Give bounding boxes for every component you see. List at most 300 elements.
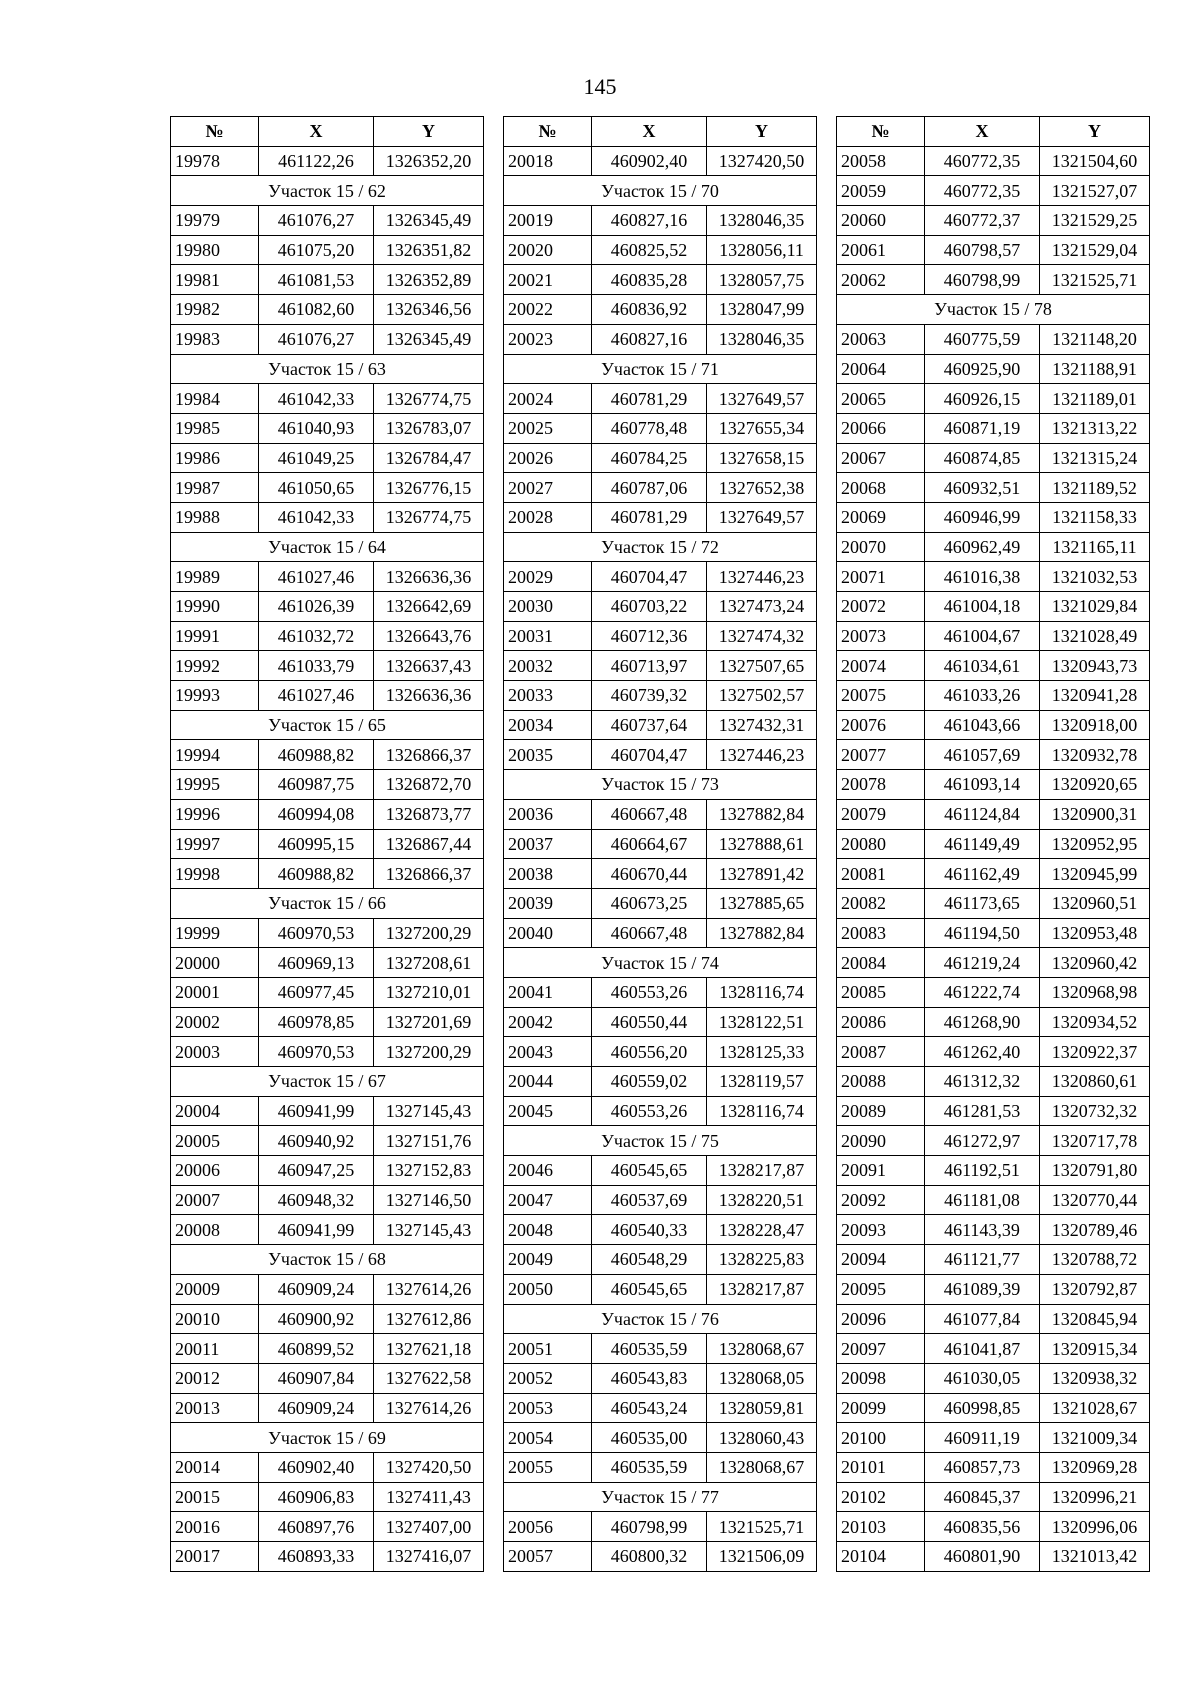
y-coordinate: 1320996,06 xyxy=(1040,1512,1150,1542)
point-number: 20010 xyxy=(171,1304,259,1334)
point-number: 20104 xyxy=(837,1542,925,1572)
table-header-row xyxy=(504,117,817,147)
x-coordinate: 461162,49 xyxy=(925,859,1040,889)
x-coordinate: 460978,85 xyxy=(259,1007,374,1037)
y-coordinate: 1327882,84 xyxy=(707,918,817,948)
y-coordinate: 1326867,44 xyxy=(374,829,484,859)
table-row xyxy=(504,859,817,889)
x-coordinate: 460553,26 xyxy=(592,977,707,1007)
x-coordinate: 460906,83 xyxy=(259,1482,374,1512)
y-coordinate: 1326784,47 xyxy=(374,443,484,473)
y-coordinate: 1320845,94 xyxy=(1040,1304,1150,1334)
table-row xyxy=(504,977,817,1007)
header-y: Y xyxy=(707,117,817,147)
x-coordinate: 460994,08 xyxy=(259,799,374,829)
y-coordinate: 1326352,89 xyxy=(374,265,484,295)
y-coordinate: 1326642,69 xyxy=(374,592,484,622)
table-row xyxy=(837,1423,1150,1453)
y-coordinate: 1321028,49 xyxy=(1040,621,1150,651)
x-coordinate: 461030,05 xyxy=(925,1363,1040,1393)
x-coordinate: 460835,28 xyxy=(592,265,707,295)
table-row xyxy=(171,1393,484,1423)
y-coordinate: 1321165,11 xyxy=(1040,532,1150,562)
section-row xyxy=(837,295,1150,325)
table-row xyxy=(837,859,1150,889)
section-row xyxy=(504,532,817,562)
table-row xyxy=(837,1274,1150,1304)
section-title: Участок 15 / 68 xyxy=(171,1245,484,1275)
y-coordinate: 1320996,21 xyxy=(1040,1482,1150,1512)
section-row xyxy=(504,354,817,384)
table-row xyxy=(837,651,1150,681)
point-number: 19990 xyxy=(171,592,259,622)
x-coordinate: 460775,59 xyxy=(925,324,1040,354)
table-row xyxy=(171,918,484,948)
point-number: 20061 xyxy=(837,235,925,265)
x-coordinate: 460556,20 xyxy=(592,1037,707,1067)
point-number: 20027 xyxy=(504,473,592,503)
x-coordinate: 460941,99 xyxy=(259,1096,374,1126)
x-coordinate: 461033,79 xyxy=(259,651,374,681)
y-coordinate: 1327891,42 xyxy=(707,859,817,889)
y-coordinate: 1327201,69 xyxy=(374,1007,484,1037)
table-row xyxy=(837,176,1150,206)
table-row xyxy=(171,562,484,592)
table-row xyxy=(837,829,1150,859)
table-row xyxy=(504,651,817,681)
y-coordinate: 1320918,00 xyxy=(1040,710,1150,740)
table-row xyxy=(171,1185,484,1215)
x-coordinate: 460857,73 xyxy=(925,1452,1040,1482)
y-coordinate: 1321028,67 xyxy=(1040,1393,1150,1423)
y-coordinate: 1328060,43 xyxy=(707,1423,817,1453)
table-row xyxy=(837,681,1150,711)
y-coordinate: 1328046,35 xyxy=(707,206,817,236)
point-number: 20051 xyxy=(504,1334,592,1364)
point-number: 20034 xyxy=(504,710,592,740)
x-coordinate: 460932,51 xyxy=(925,473,1040,503)
section-row xyxy=(171,532,484,562)
y-coordinate: 1327474,32 xyxy=(707,621,817,651)
y-coordinate: 1327502,57 xyxy=(707,681,817,711)
point-number: 20001 xyxy=(171,977,259,1007)
table-row xyxy=(504,324,817,354)
y-coordinate: 1321527,07 xyxy=(1040,176,1150,206)
x-coordinate: 460798,57 xyxy=(925,235,1040,265)
x-coordinate: 461281,53 xyxy=(925,1096,1040,1126)
point-number: 20015 xyxy=(171,1482,259,1512)
table-row xyxy=(504,206,817,236)
y-coordinate: 1326866,37 xyxy=(374,859,484,889)
coordinates-table-3 xyxy=(836,116,1150,1572)
point-number: 20014 xyxy=(171,1452,259,1482)
table-row xyxy=(171,829,484,859)
x-coordinate: 460947,25 xyxy=(259,1156,374,1186)
table-row xyxy=(837,740,1150,770)
table-row xyxy=(171,1007,484,1037)
table-row xyxy=(504,473,817,503)
point-number: 20022 xyxy=(504,295,592,325)
y-coordinate: 1320920,65 xyxy=(1040,770,1150,800)
x-coordinate: 460925,90 xyxy=(925,354,1040,384)
y-coordinate: 1326774,75 xyxy=(374,502,484,532)
x-coordinate: 461192,51 xyxy=(925,1156,1040,1186)
x-coordinate: 460537,69 xyxy=(592,1185,707,1215)
header-x: X xyxy=(259,117,374,147)
point-number: 20100 xyxy=(837,1423,925,1453)
table-row xyxy=(837,799,1150,829)
point-number: 20050 xyxy=(504,1274,592,1304)
coordinates-table-2 xyxy=(503,116,817,1572)
table-row xyxy=(504,681,817,711)
table-row xyxy=(837,1482,1150,1512)
x-coordinate: 461268,90 xyxy=(925,1007,1040,1037)
y-coordinate: 1326345,49 xyxy=(374,206,484,236)
point-number: 20086 xyxy=(837,1007,925,1037)
x-coordinate: 461149,49 xyxy=(925,829,1040,859)
x-coordinate: 460673,25 xyxy=(592,888,707,918)
x-coordinate: 461027,46 xyxy=(259,562,374,592)
x-coordinate: 461089,39 xyxy=(925,1274,1040,1304)
point-number: 20032 xyxy=(504,651,592,681)
section-title: Участок 15 / 69 xyxy=(171,1423,484,1453)
x-coordinate: 461049,25 xyxy=(259,443,374,473)
table-row xyxy=(837,443,1150,473)
y-coordinate: 1327407,00 xyxy=(374,1512,484,1542)
header-number: № xyxy=(504,117,592,147)
x-coordinate: 461219,24 xyxy=(925,948,1040,978)
point-number: 20062 xyxy=(837,265,925,295)
x-coordinate: 460559,02 xyxy=(592,1067,707,1097)
y-coordinate: 1328225,83 xyxy=(707,1245,817,1275)
x-coordinate: 460543,83 xyxy=(592,1363,707,1393)
point-number: 20088 xyxy=(837,1067,925,1097)
table-header-row xyxy=(171,117,484,147)
y-coordinate: 1326873,77 xyxy=(374,799,484,829)
table-row xyxy=(504,1215,817,1245)
point-number: 20044 xyxy=(504,1067,592,1097)
x-coordinate: 460977,45 xyxy=(259,977,374,1007)
y-coordinate: 1320938,32 xyxy=(1040,1363,1150,1393)
table-row xyxy=(504,1452,817,1482)
table-row xyxy=(504,265,817,295)
table-row xyxy=(837,354,1150,384)
table-row xyxy=(837,1542,1150,1572)
point-number: 19988 xyxy=(171,502,259,532)
table-row xyxy=(171,621,484,651)
point-number: 20055 xyxy=(504,1452,592,1482)
point-number: 20033 xyxy=(504,681,592,711)
point-number: 20049 xyxy=(504,1245,592,1275)
x-coordinate: 460713,97 xyxy=(592,651,707,681)
table-row xyxy=(837,1304,1150,1334)
x-coordinate: 461057,69 xyxy=(925,740,1040,770)
y-coordinate: 1326636,36 xyxy=(374,562,484,592)
x-coordinate: 460772,37 xyxy=(925,206,1040,236)
y-coordinate: 1326637,43 xyxy=(374,651,484,681)
section-title: Участок 15 / 76 xyxy=(504,1304,817,1334)
y-coordinate: 1328116,74 xyxy=(707,1096,817,1126)
y-coordinate: 1320932,78 xyxy=(1040,740,1150,770)
table-row xyxy=(504,1363,817,1393)
x-coordinate: 461004,67 xyxy=(925,621,1040,651)
point-number: 19989 xyxy=(171,562,259,592)
y-coordinate: 1327658,15 xyxy=(707,443,817,473)
table-row xyxy=(504,443,817,473)
x-coordinate: 461075,20 xyxy=(259,235,374,265)
y-coordinate: 1328068,67 xyxy=(707,1452,817,1482)
x-coordinate: 460893,33 xyxy=(259,1542,374,1572)
x-coordinate: 460543,24 xyxy=(592,1393,707,1423)
table-row xyxy=(171,1512,484,1542)
y-coordinate: 1327145,43 xyxy=(374,1215,484,1245)
table-row xyxy=(171,384,484,414)
y-coordinate: 1326345,49 xyxy=(374,324,484,354)
x-coordinate: 460988,82 xyxy=(259,859,374,889)
table-row xyxy=(171,265,484,295)
point-number: 20077 xyxy=(837,740,925,770)
point-number: 20073 xyxy=(837,621,925,651)
x-coordinate: 460667,48 xyxy=(592,918,707,948)
table-row xyxy=(504,829,817,859)
y-coordinate: 1327885,65 xyxy=(707,888,817,918)
table-row xyxy=(504,295,817,325)
table-row xyxy=(171,473,484,503)
table-row xyxy=(171,1334,484,1364)
point-number: 20099 xyxy=(837,1393,925,1423)
point-number: 19997 xyxy=(171,829,259,859)
y-coordinate: 1321506,09 xyxy=(707,1542,817,1572)
point-number: 20078 xyxy=(837,770,925,800)
point-number: 20048 xyxy=(504,1215,592,1245)
table-row xyxy=(837,1245,1150,1275)
y-coordinate: 1328119,57 xyxy=(707,1067,817,1097)
y-coordinate: 1327151,76 xyxy=(374,1126,484,1156)
table-row xyxy=(171,324,484,354)
y-coordinate: 1320788,72 xyxy=(1040,1245,1150,1275)
point-number: 20053 xyxy=(504,1393,592,1423)
x-coordinate: 460535,59 xyxy=(592,1334,707,1364)
section-title: Участок 15 / 71 xyxy=(504,354,817,384)
y-coordinate: 1321189,01 xyxy=(1040,384,1150,414)
y-coordinate: 1328217,87 xyxy=(707,1156,817,1186)
y-coordinate: 1320941,28 xyxy=(1040,681,1150,711)
point-number: 20008 xyxy=(171,1215,259,1245)
point-number: 19980 xyxy=(171,235,259,265)
section-title: Участок 15 / 78 xyxy=(837,295,1150,325)
table-row xyxy=(171,206,484,236)
table-row xyxy=(504,146,817,176)
table-row xyxy=(837,502,1150,532)
section-row xyxy=(504,948,817,978)
x-coordinate: 460535,59 xyxy=(592,1452,707,1482)
point-number: 20080 xyxy=(837,829,925,859)
x-coordinate: 461312,32 xyxy=(925,1067,1040,1097)
x-coordinate: 461004,18 xyxy=(925,592,1040,622)
point-number: 20037 xyxy=(504,829,592,859)
x-coordinate: 460553,26 xyxy=(592,1096,707,1126)
y-coordinate: 1326776,15 xyxy=(374,473,484,503)
y-coordinate: 1328122,51 xyxy=(707,1007,817,1037)
x-coordinate: 461050,65 xyxy=(259,473,374,503)
x-coordinate: 461122,26 xyxy=(259,146,374,176)
y-coordinate: 1327888,61 xyxy=(707,829,817,859)
y-coordinate: 1321158,33 xyxy=(1040,502,1150,532)
header-y: Y xyxy=(1040,117,1150,147)
y-coordinate: 1326351,82 xyxy=(374,235,484,265)
table-row xyxy=(171,740,484,770)
y-coordinate: 1320732,32 xyxy=(1040,1096,1150,1126)
point-number: 20012 xyxy=(171,1363,259,1393)
table-row xyxy=(837,235,1150,265)
table-row xyxy=(837,1096,1150,1126)
y-coordinate: 1327507,65 xyxy=(707,651,817,681)
y-coordinate: 1327473,24 xyxy=(707,592,817,622)
x-coordinate: 461027,46 xyxy=(259,681,374,711)
y-coordinate: 1328056,11 xyxy=(707,235,817,265)
table-row xyxy=(837,1215,1150,1245)
y-coordinate: 1321313,22 xyxy=(1040,413,1150,443)
table-row xyxy=(504,1542,817,1572)
table-row xyxy=(837,1452,1150,1482)
point-number: 20042 xyxy=(504,1007,592,1037)
point-number: 20083 xyxy=(837,918,925,948)
table-row xyxy=(504,384,817,414)
y-coordinate: 1321009,34 xyxy=(1040,1423,1150,1453)
x-coordinate: 460909,24 xyxy=(259,1274,374,1304)
section-title: Участок 15 / 75 xyxy=(504,1126,817,1156)
point-number: 20029 xyxy=(504,562,592,592)
x-coordinate: 460772,35 xyxy=(925,176,1040,206)
y-coordinate: 1326774,75 xyxy=(374,384,484,414)
point-number: 20103 xyxy=(837,1512,925,1542)
section-row xyxy=(171,354,484,384)
header-y: Y xyxy=(374,117,484,147)
section-row xyxy=(504,176,817,206)
y-coordinate: 1328217,87 xyxy=(707,1274,817,1304)
table-row xyxy=(504,799,817,829)
section-title: Участок 15 / 73 xyxy=(504,770,817,800)
y-coordinate: 1320969,28 xyxy=(1040,1452,1150,1482)
table-row xyxy=(837,413,1150,443)
y-coordinate: 1320791,80 xyxy=(1040,1156,1150,1186)
x-coordinate: 460909,24 xyxy=(259,1393,374,1423)
y-coordinate: 1320792,87 xyxy=(1040,1274,1150,1304)
table-row xyxy=(171,1156,484,1186)
x-coordinate: 460535,00 xyxy=(592,1423,707,1453)
x-coordinate: 460835,56 xyxy=(925,1512,1040,1542)
point-number: 20067 xyxy=(837,443,925,473)
section-row xyxy=(504,1126,817,1156)
table-row xyxy=(504,1037,817,1067)
section-title: Участок 15 / 63 xyxy=(171,354,484,384)
point-number: 20057 xyxy=(504,1542,592,1572)
table-row xyxy=(837,918,1150,948)
point-number: 20038 xyxy=(504,859,592,889)
table-row xyxy=(837,1185,1150,1215)
x-coordinate: 460545,65 xyxy=(592,1274,707,1304)
y-coordinate: 1327655,34 xyxy=(707,413,817,443)
y-coordinate: 1321525,71 xyxy=(1040,265,1150,295)
y-coordinate: 1327614,26 xyxy=(374,1393,484,1423)
y-coordinate: 1327649,57 xyxy=(707,502,817,532)
x-coordinate: 460962,49 xyxy=(925,532,1040,562)
x-coordinate: 460902,40 xyxy=(259,1452,374,1482)
y-coordinate: 1328057,75 xyxy=(707,265,817,295)
table-row xyxy=(504,1156,817,1186)
y-coordinate: 1320770,44 xyxy=(1040,1185,1150,1215)
x-coordinate: 460941,99 xyxy=(259,1215,374,1245)
x-coordinate: 461143,39 xyxy=(925,1215,1040,1245)
section-row xyxy=(504,1304,817,1334)
table-row xyxy=(171,1274,484,1304)
table-row xyxy=(837,1007,1150,1037)
table-row xyxy=(837,1126,1150,1156)
x-coordinate: 461033,26 xyxy=(925,681,1040,711)
section-title: Участок 15 / 67 xyxy=(171,1067,484,1097)
table-row xyxy=(837,770,1150,800)
x-coordinate: 461181,08 xyxy=(925,1185,1040,1215)
point-number: 20039 xyxy=(504,888,592,918)
table-row xyxy=(837,265,1150,295)
table-row xyxy=(171,651,484,681)
section-title: Участок 15 / 77 xyxy=(504,1482,817,1512)
y-coordinate: 1320860,61 xyxy=(1040,1067,1150,1097)
point-number: 20052 xyxy=(504,1363,592,1393)
point-number: 20045 xyxy=(504,1096,592,1126)
table-row xyxy=(837,948,1150,978)
y-coordinate: 1320789,46 xyxy=(1040,1215,1150,1245)
point-number: 20074 xyxy=(837,651,925,681)
x-coordinate: 460670,44 xyxy=(592,859,707,889)
x-coordinate: 460827,16 xyxy=(592,206,707,236)
x-coordinate: 460911,19 xyxy=(925,1423,1040,1453)
table-row xyxy=(171,1215,484,1245)
y-coordinate: 1320934,52 xyxy=(1040,1007,1150,1037)
table-row xyxy=(504,562,817,592)
y-coordinate: 1327420,50 xyxy=(707,146,817,176)
point-number: 20004 xyxy=(171,1096,259,1126)
point-number: 20094 xyxy=(837,1245,925,1275)
point-number: 20085 xyxy=(837,977,925,1007)
y-coordinate: 1328046,35 xyxy=(707,324,817,354)
section-row xyxy=(171,1423,484,1453)
x-coordinate: 460987,75 xyxy=(259,770,374,800)
x-coordinate: 461093,14 xyxy=(925,770,1040,800)
y-coordinate: 1321504,60 xyxy=(1040,146,1150,176)
point-number: 19998 xyxy=(171,859,259,889)
y-coordinate: 1328125,33 xyxy=(707,1037,817,1067)
table-row xyxy=(504,592,817,622)
x-coordinate: 460845,37 xyxy=(925,1482,1040,1512)
y-coordinate: 1327200,29 xyxy=(374,1037,484,1067)
table-row xyxy=(171,413,484,443)
x-coordinate: 460970,53 xyxy=(259,918,374,948)
x-coordinate: 460787,06 xyxy=(592,473,707,503)
x-coordinate: 461222,74 xyxy=(925,977,1040,1007)
x-coordinate: 460969,13 xyxy=(259,948,374,978)
table-row xyxy=(171,295,484,325)
y-coordinate: 1327614,26 xyxy=(374,1274,484,1304)
table-row xyxy=(504,1007,817,1037)
x-coordinate: 460946,99 xyxy=(925,502,1040,532)
y-coordinate: 1327208,61 xyxy=(374,948,484,978)
y-coordinate: 1320952,95 xyxy=(1040,829,1150,859)
table-row xyxy=(837,532,1150,562)
point-number: 20002 xyxy=(171,1007,259,1037)
table-row xyxy=(171,1096,484,1126)
x-coordinate: 460737,64 xyxy=(592,710,707,740)
